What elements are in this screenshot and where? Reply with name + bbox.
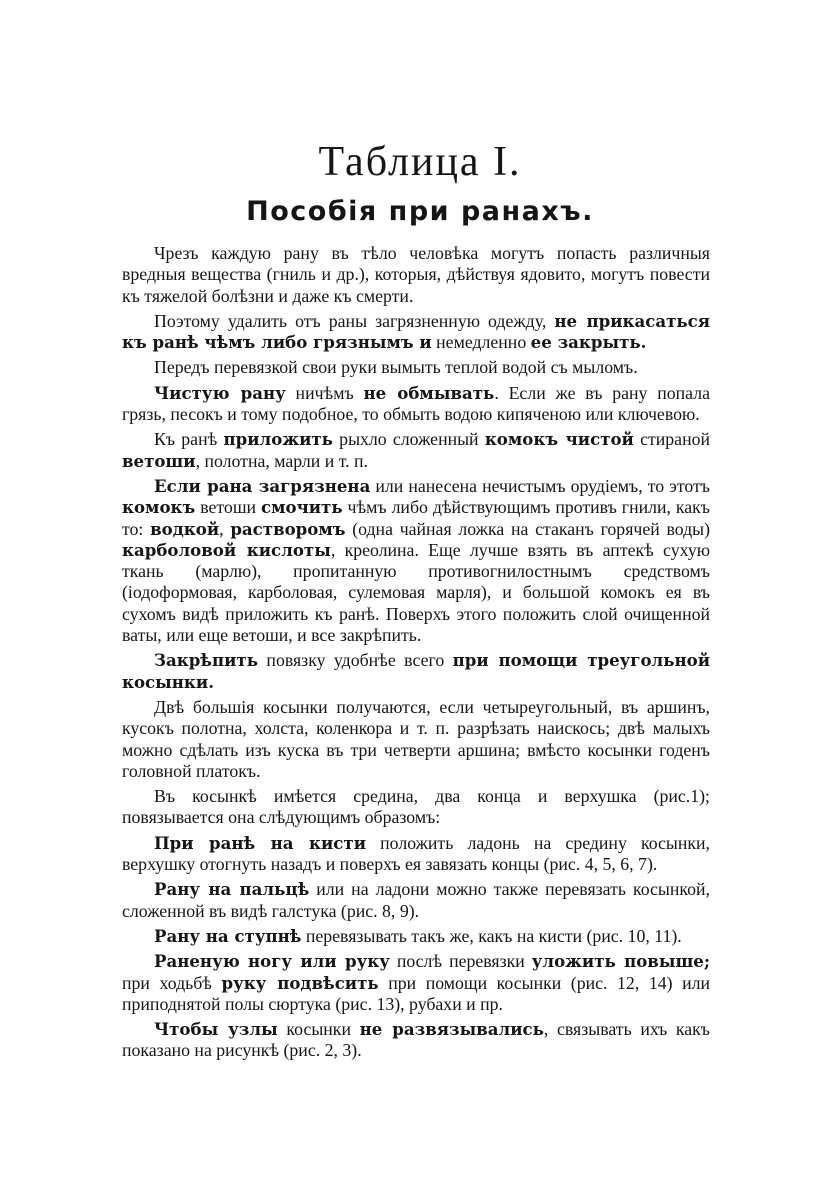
paragraph bbox=[122, 1019, 710, 1062]
text-segment: Двѣ большія косынки получаются, если четыреугольный, въ аршинъ, кусокъ полотна, холста, коленкора и т. п. разрѣзать наискось; двѣ малыхъ можно сдѣлать изъ куска въ три четверти аршина; вмѣсто косынки годенъ головной платокъ. bbox=[122, 696, 710, 781]
paragraph bbox=[122, 243, 710, 307]
text-segment: немедленно bbox=[431, 332, 531, 353]
bold-phrase: Раненую ногу или руку bbox=[154, 951, 390, 972]
bold-phrase: Рану на ступнѣ bbox=[154, 925, 302, 946]
body-text bbox=[122, 243, 710, 1066]
text-segment: при ходьбѣ bbox=[122, 972, 222, 993]
text-segment: , bbox=[219, 518, 231, 539]
bold-phrase: карболовой кислоты bbox=[122, 539, 331, 560]
paragraph bbox=[122, 357, 710, 378]
paragraph bbox=[122, 926, 710, 947]
text-segment: Передъ перевязкой свои руки вымыть теплой водой съ мыломъ. bbox=[154, 357, 638, 378]
paragraph bbox=[122, 311, 710, 354]
bold-phrase: Чистую рану bbox=[154, 382, 286, 403]
text-segment: (одна чайная ложка на стаканъ горячей воды) bbox=[345, 518, 711, 539]
text-segment: повязку удобнѣе всего bbox=[257, 650, 453, 671]
paragraph bbox=[122, 650, 710, 693]
bold-phrase: Чтобы узлы bbox=[154, 1019, 278, 1040]
text-segment: , связывать ихъ какъ показано на рисункѣ (рис. 2, 3). bbox=[122, 1019, 710, 1061]
text-segment: или нанесена нечистымъ орудіемъ, то этотъ bbox=[370, 475, 710, 496]
page-subtitle: Пособія при ранахъ. bbox=[246, 196, 594, 227]
bold-phrase: ветоши bbox=[122, 450, 196, 471]
bold-phrase: руку подвѣсить bbox=[221, 972, 379, 993]
text-segment: при помощи косынки (рис. 12, 14) или приподнятой полы сюртука (рис. 13), рубахи и пр. bbox=[122, 972, 710, 1014]
bold-phrase: водкой bbox=[150, 518, 220, 539]
text-segment: косынки bbox=[277, 1019, 360, 1040]
bold-phrase: ее закрыть. bbox=[530, 332, 647, 353]
paragraph bbox=[122, 951, 710, 1015]
bold-phrase: растворомъ bbox=[230, 518, 346, 539]
text-segment: послѣ перевязки bbox=[389, 951, 532, 972]
paragraph bbox=[122, 476, 710, 646]
page-title: Таблица I. bbox=[318, 139, 522, 185]
bold-phrase: комокъ bbox=[122, 497, 196, 518]
paragraph bbox=[122, 879, 710, 922]
paragraph bbox=[122, 429, 710, 472]
bold-phrase: смочить bbox=[261, 497, 343, 518]
text-segment: Чрезъ каждую рану въ тѣло человѣка могутъ попасть различныя вредныя вещества (гниль и др.), которыя, дѣйствуя ядовито, могутъ повести къ тяжелой болѣзни и даже къ смерти. bbox=[122, 243, 710, 306]
bold-phrase: Если рана загрязнена bbox=[154, 475, 371, 496]
text-segment: , креолина. Еще лучше взять въ аптекѣ сухую ткань (марлю), пропитанную противогнилостнымъ средствомъ (іодоформовая, карболовая, сулемовая марля), и большой комокъ ея въ сухомъ видѣ приложить къ ранѣ. Поверхъ этого положить слой очищенной ваты, или еще ветоши, и все закрѣпить. bbox=[122, 539, 710, 646]
text-segment: положить ладонь на средину косынки, верхушку отогнуть назадъ и поверхъ ея завязать концы (рис. 4, 5, 6, 7). bbox=[122, 832, 710, 875]
bold-phrase: комокъ чистой bbox=[484, 429, 634, 450]
bold-phrase: при помощи треугольной косынки. bbox=[122, 650, 710, 692]
text-segment: или на ладони можно также перевязать косынкой, сложенной въ видѣ галстука (рис. 8, 9). bbox=[122, 879, 710, 921]
bold-phrase: Закрѣпить bbox=[154, 650, 258, 671]
text-segment: стираной bbox=[633, 429, 710, 450]
text-segment: ветоши bbox=[195, 497, 261, 518]
text-segment: Въ косынкѣ имѣется средина, два конца и верхушка (рис.1); повязывается она слѣдующимъ образомъ: bbox=[122, 786, 710, 828]
paragraph bbox=[122, 833, 710, 876]
bold-phrase: При ранѣ на кисти bbox=[154, 832, 367, 853]
bold-phrase: не обмывать bbox=[363, 382, 495, 403]
text-segment: Къ ранѣ bbox=[154, 429, 224, 450]
bold-phrase: уложить повыше; bbox=[531, 951, 710, 972]
bold-phrase: приложить bbox=[223, 429, 333, 450]
paragraph bbox=[122, 697, 710, 782]
text-segment: чѣмъ либо дѣйствующимъ противъ гнили, какъ то: bbox=[122, 497, 710, 539]
bold-phrase: Рану на пальцѣ bbox=[154, 879, 310, 900]
text-segment: рыхло сложенный bbox=[332, 429, 485, 450]
text-segment: Поэтому удалить отъ раны загрязненную одежду, bbox=[154, 310, 555, 331]
paragraph bbox=[122, 383, 710, 426]
text-segment: , полотна, марли и т. п. bbox=[195, 450, 368, 471]
text-segment: . Если же въ рану попала грязь, песокъ и тому подобное, то обмыть водою кипяченою или ключевою. bbox=[122, 382, 710, 425]
text-segment: ничѣмъ bbox=[285, 382, 364, 403]
paragraph bbox=[122, 786, 710, 829]
bold-phrase: не прикасаться къ ранѣ чѣмъ либо грязнымъ и bbox=[122, 310, 710, 353]
text-segment: перевязывать такъ же, какъ на кисти (рис. 10, 11). bbox=[301, 925, 682, 946]
bold-phrase: не развязывались bbox=[359, 1019, 544, 1040]
